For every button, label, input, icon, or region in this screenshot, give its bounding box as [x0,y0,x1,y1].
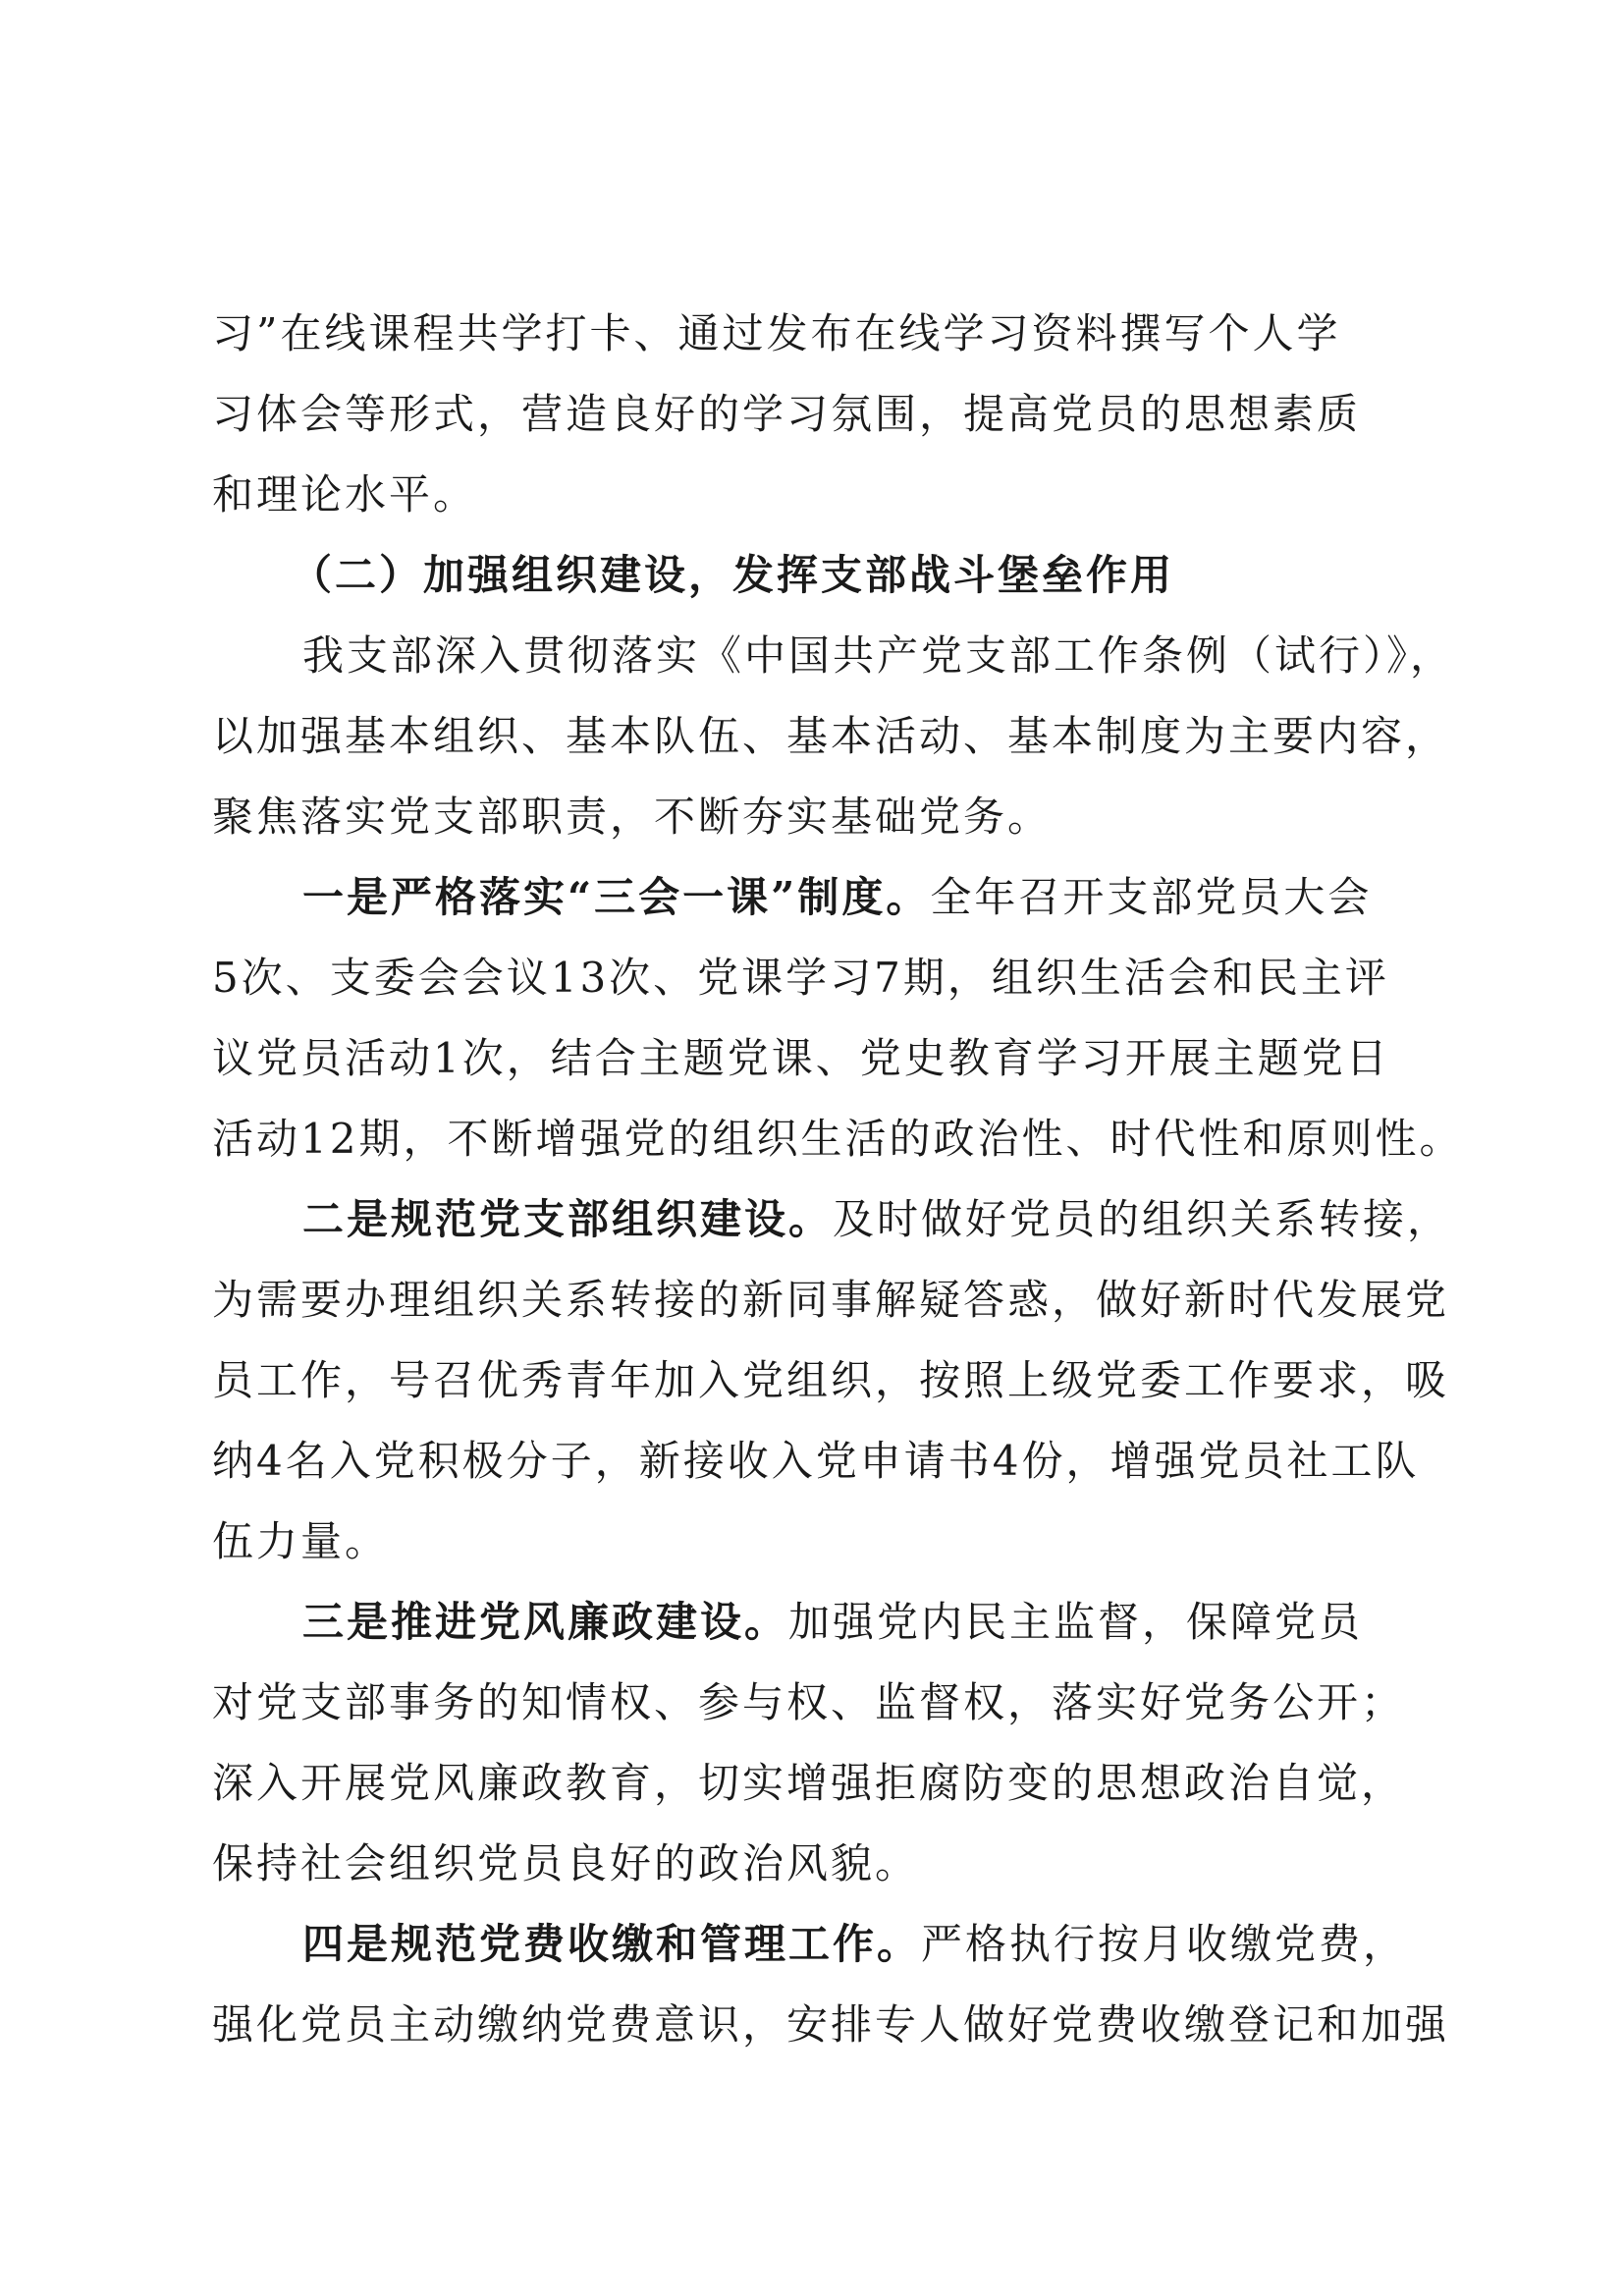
text-line: 以加强基本组织、基本队伍、基本活动、基本制度为主要内容， [212,712,1450,760]
text-line: 深入开展党风廉政教育，切实增强拒腐防变的思想政治自觉， [212,1759,1406,1807]
text-line: 议党员活动1次，结合主题党课、党史教育学习开展主题党日 [212,1034,1390,1082]
text-line [212,1904,1407,1985]
text-line: 习”在线课程共学打卡、通过发布在线学习资料撰写个人学 [212,309,1341,357]
item-text: 全年召开支部党员大会 [930,873,1373,921]
item-lead: 二是规范党支部组织建设。 [302,1195,834,1243]
section-heading: （二）加强组织建设，发挥支部战斗堡垒作用 [291,551,1175,599]
text-line: 强化党员主动缴纳党费意识，安排专人做好党费收缴登记和加强 [212,2000,1450,2049]
text-line: 我支部深入贯彻落实《中国共产党支部工作条例（试行）》， [302,631,1455,680]
text-line: 活动12期，不断增强党的组织生活的政治性、时代性和原则性。 [212,1115,1464,1163]
text-line: 习体会等形式，营造良好的学习氛围，提高党员的思想素质 [212,390,1362,438]
text-line [212,1179,1451,1260]
text-line: 聚焦落实党支部职责，不断夯实基础党务。 [212,793,1053,841]
item-text: 严格执行按月收缴党费， [921,1920,1408,1968]
text-line: 员工作，号召优秀青年加入党组织，按照上级党委工作要求，吸 [212,1356,1450,1404]
text-line: 伍力量。 [212,1517,390,1565]
text-line [212,857,1372,938]
text-line: 为需要办理组织关系转接的新同事解疑答惑，做好新时代发展党 [212,1276,1450,1324]
text-line: 纳4名入党积极分子，新接收入党申请书4份，增强党员社工队 [212,1437,1420,1485]
item-text: 加强党内民主监督，保障党员 [788,1598,1364,1646]
text-line: 保持社会组织党员良好的政治风貌。 [212,1839,920,1887]
item-lead: 三是推进党风廉政建设。 [302,1598,789,1646]
text-line: 5次、支委会会议13次、党课学习7期，组织生活会和民主评 [212,954,1389,1002]
item-lead: 四是规范党费收缴和管理工作。 [302,1920,922,1968]
item-lead: 一是严格落实“三会一课”制度。 [302,873,931,921]
item-text: 及时做好党员的组织关系转接， [833,1195,1452,1243]
text-line [212,1582,1363,1663]
text-line: 对党支部事务的知情权、参与权、监督权，落实好党务公开； [212,1678,1406,1726]
text-line: 和理论水平。 [212,470,478,519]
